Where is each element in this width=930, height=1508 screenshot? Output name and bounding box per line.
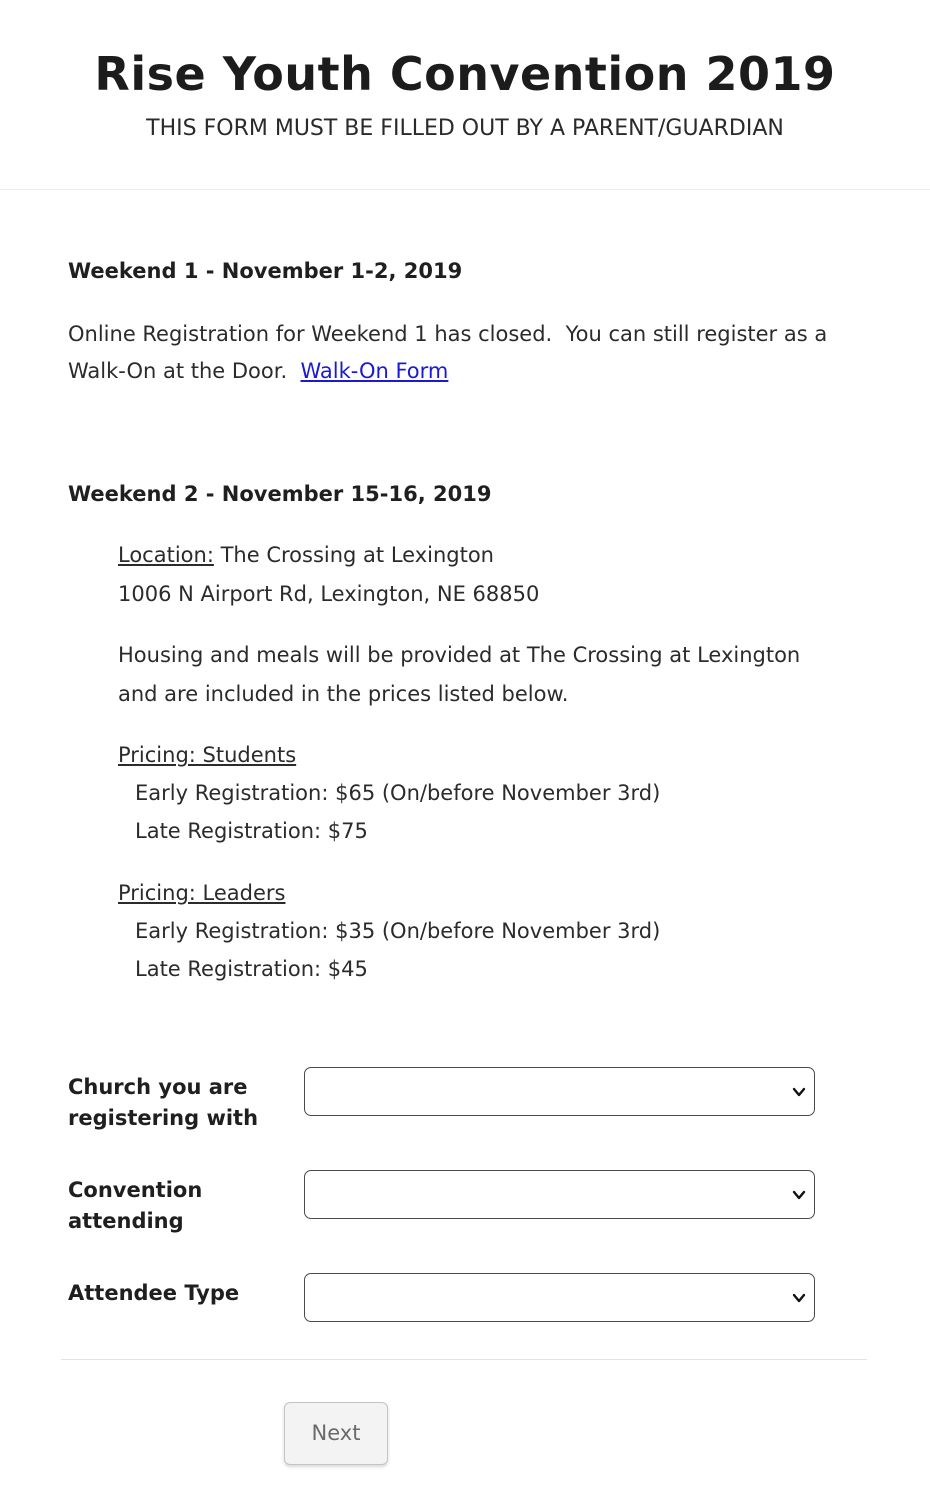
- weekend1-text-line1: Online Registration for Weekend 1 has closed. You can still register as a: [68, 322, 828, 346]
- housing-info: [118, 636, 858, 714]
- form-divider: [61, 1359, 867, 1360]
- page-subtitle: THIS FORM MUST BE FILLED OUT BY A PARENT/GUARDIAN: [146, 116, 784, 141]
- attendee-type-label: Attendee Type: [68, 1281, 240, 1305]
- weekend1-text-line2-label: Walk-On at the Door.: [68, 359, 288, 383]
- walk-on-form-link[interactable]: Walk-On Form: [300, 359, 449, 383]
- chevron-down-icon: [791, 1290, 807, 1306]
- convention-label: [68, 1175, 288, 1237]
- weekend1-heading: Weekend 1 - November 1-2, 2019: [68, 259, 463, 283]
- church-label-line2: registering with: [68, 1106, 259, 1130]
- chevron-down-icon: [791, 1187, 807, 1203]
- church-label: [68, 1072, 288, 1134]
- convention-select[interactable]: [304, 1170, 815, 1219]
- pricing-leaders: [118, 874, 858, 988]
- page-header: [0, 0, 930, 190]
- pricing-students: [118, 736, 858, 850]
- pricing-leaders-early: Early Registration: $35 (On/before November 3rd): [135, 919, 661, 943]
- convention-label-line1: Convention: [68, 1178, 203, 1202]
- convention-label-line2: attending: [68, 1209, 184, 1233]
- location-block: [118, 536, 858, 614]
- pricing-students-late: Late Registration: $75: [135, 819, 368, 843]
- housing-line2: and are included in the prices listed below.: [118, 682, 569, 706]
- location-line: [118, 536, 858, 575]
- pricing-leaders-late: Late Registration: $45: [135, 957, 368, 981]
- weekend2-heading: Weekend 2 - November 15-16, 2019: [68, 482, 492, 506]
- pricing-students-label: Pricing: Students: [118, 743, 297, 767]
- housing-line1: Housing and meals will be provided at The Crossing at Lexington: [118, 643, 801, 667]
- attendee-type-select[interactable]: [304, 1273, 815, 1322]
- location-label: Location:: [118, 543, 214, 567]
- pricing-students-early: Early Registration: $65 (On/before November 3rd): [135, 781, 661, 805]
- pricing-leaders-label: Pricing: Leaders: [118, 881, 286, 905]
- church-select[interactable]: [304, 1067, 815, 1116]
- location-name: The Crossing at Lexington: [220, 543, 494, 567]
- next-button[interactable]: Next: [284, 1402, 388, 1465]
- location-address: 1006 N Airport Rd, Lexington, NE 68850: [118, 582, 540, 606]
- page-title: Rise Youth Convention 2019: [94, 47, 836, 101]
- weekend1-text-line2: [68, 353, 868, 390]
- church-label-line1: Church you are: [68, 1075, 248, 1099]
- weekend1-text: [68, 316, 868, 390]
- chevron-down-icon: [791, 1084, 807, 1100]
